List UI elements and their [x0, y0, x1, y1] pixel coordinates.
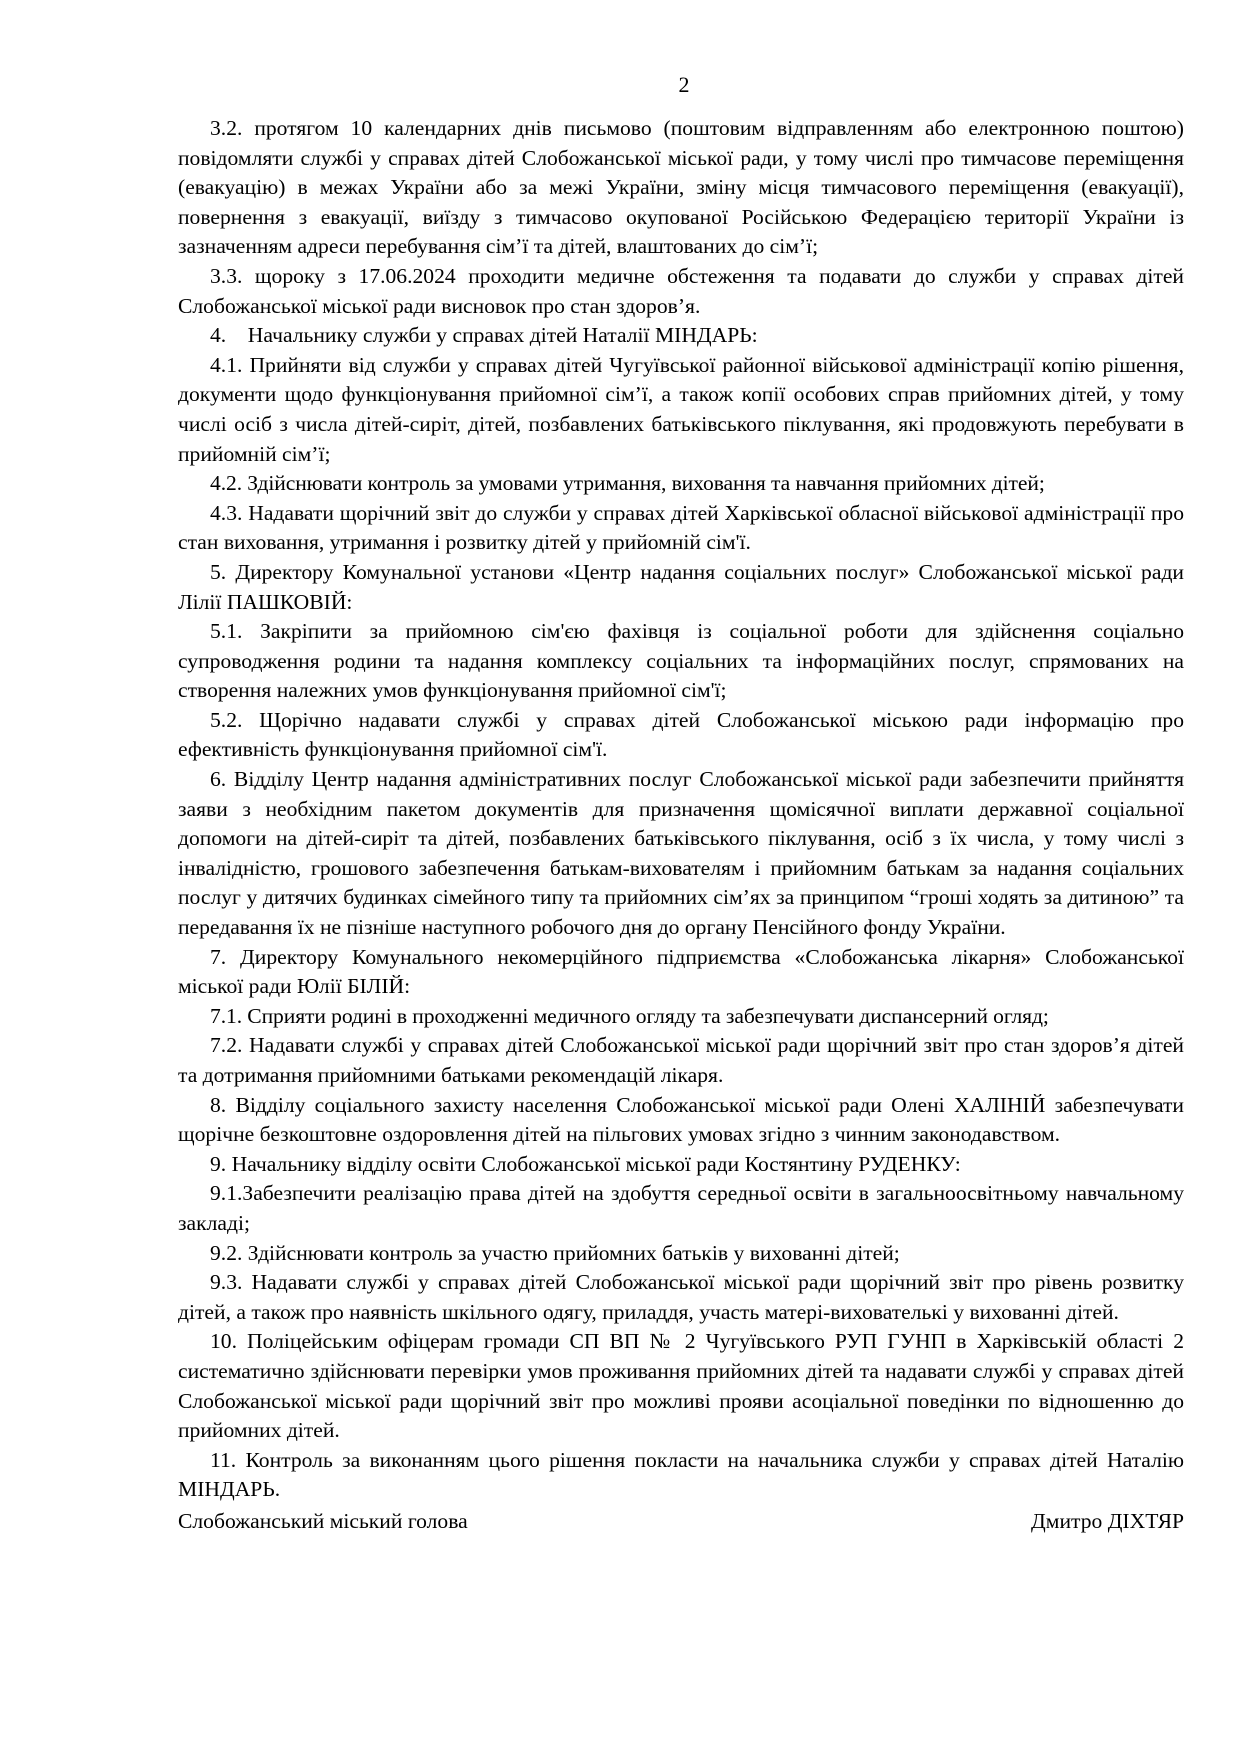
document-page — [178, 70, 1184, 1537]
paragraph-9: 9. Начальнику відділу освіти Слобожанської міської ради Костянтину РУДЕНКУ: — [210, 1151, 961, 1176]
paragraph-5-1: 5.1. Закріпити за прийомною сім'єю фахівця із соціальної роботи для здійснення соціально супроводження родини та надання комплексу соціальних та інформаційних послуг, спрямованих на створення належних умов функціонування прийомної сім'ї; — [178, 619, 1184, 703]
signature-name: Дмитро ДІХТЯР — [1031, 1508, 1184, 1533]
paragraph-7-1: 7.1. Сприяти родині в проходженні медичного огляду та забезпечувати диспансерний огляд; — [210, 1003, 1049, 1028]
paragraph-6: 6. Відділу Центр надання адміністративних послуг Слобожанської міської ради забезпечити прийняття заяви з необхідним пакетом документів для призначення щомісячної виплати державної соціальної допомоги на дітей-сиріт та дітей, позбавлених батьківського піклування, осіб з їх числа, у тому числі з інвалідністю, грошового забезпечення батькам-вихователям і прийомним батькам за надання соціальних послуг у дитячих будинках сімейного типу та прийомних сім’ях за принципом “гроші ходять за дитиною” та передавання їх не пізніше наступного робочого дня до органу Пенсійного фонду України. — [178, 767, 1184, 940]
paragraph-5-2: 5.2. Щорічно надавати службі у справах дітей Слобожанської міською ради інформацію про ефективність функціонування прийомної сім'ї. — [178, 707, 1184, 762]
paragraph-4-3: 4.3. Надавати щорічний звіт до служби у справах дітей Харківської обласної військової адміністрації про стан виховання, утримання і розвитку дітей у прийомній сім'ї. — [178, 500, 1184, 555]
paragraph-7: 7. Директору Комунального некомерційного підприємства «Слобожанська лікарня» Слобожанської міської ради Юлії БІЛІЙ: — [178, 944, 1184, 999]
paragraph-9-3: 9.3. Надавати службі у справах дітей Слобожанської міської ради щорічний звіт про рівень розвитку дітей, а також про наявність шкільного одягу, приладдя, участь матері-вихователькі у вихованні дітей. — [178, 1270, 1184, 1324]
paragraph-4-2: 4.2. Здійснювати контроль за умовами утримання, виховання та навчання прийомних дітей; — [210, 471, 1045, 496]
paragraph-10: 10. Поліцейським офіцерам громади СП ВП № 2 Чугуївського РУП ГУНП в Харківській області 2 систематично здійснювати перевірки умов проживання прийомних дітей та надавати службі у справах дітей Слобожанської міської ради щорічний звіт про можливі прояви асоціальної поведінки по відношенню до прийомних дітей. — [178, 1329, 1184, 1443]
paragraph-8: 8. Відділу соціального захисту населення Слобожанської міської ради Олені ХАЛІНІЙ забезпечувати щорічне безкоштовне оздоровлення дітей на пільгових умовах згідно з чинним законодавством. — [178, 1092, 1184, 1147]
paragraph-3-3: 3.3. щороку з 17.06.2024 проходити медичне обстеження та подавати до служби у справах дітей Слобожанської міської ради висновок про стан здоров’я. — [178, 263, 1184, 318]
paragraph-5: 5. Директору Комунальної установи «Центр надання соціальних послуг» Слобожанської міської ради Лілії ПАШКОВІЙ: — [178, 559, 1184, 614]
paragraph-4-1: 4.1. Прийняти від служби у справах дітей Чугуївської районної військової адміністрації копію рішення, документи щодо функціонування прийомної сім’ї, а також копії особових справ прийомних дітей, у тому числі осіб з числа дітей-сиріт, дітей, позбавлених батьківського піклування, які продовжують перебувати в прийомній сім’ї; — [178, 352, 1184, 466]
signature-position: Слобожанський міський голова — [178, 1508, 468, 1533]
page-number: 2 — [678, 72, 690, 97]
paragraph-7-2: 7.2. Надавати службі у справах дітей Слобожанської міської ради щорічний звіт про стан здоров’я дітей та дотримання прийомними батьками рекомендацій лікаря. — [178, 1033, 1184, 1087]
paragraph-9-2: 9.2. Здійснювати контроль за участю прийомних батьків у вихованні дітей; — [210, 1240, 900, 1265]
paragraph-9-1: 9.1.Забезпечити реалізацію права дітей на здобуття середньої освіти в загальноосвітньому навчальному закладі; — [178, 1181, 1184, 1235]
paragraph-3-2: 3.2. протягом 10 календарних днів письмово (поштовим відправленням або електронною поштою) повідомляти службі у справах дітей Слобожанської міської ради, у тому числі про тимчасове переміщення (евакуацію) в межах України або за межі України, зміну місця тимчасового переміщення (евакуації), повернення з евакуації, виїзду з тимчасово окупованої Російською Федерацією території України із зазначенням адреси перебування сім’ї та дітей, влаштованих до сім’ї; — [178, 116, 1184, 259]
paragraph-4: 4. Начальнику служби у справах дітей Наталії МІНДАРЬ: — [210, 323, 758, 348]
paragraph-11: 11. Контроль за виконанням цього рішення покласти на начальника служби у справах дітей Наталію МІНДАРЬ. — [178, 1447, 1184, 1502]
signature-block — [178, 1507, 1184, 1537]
